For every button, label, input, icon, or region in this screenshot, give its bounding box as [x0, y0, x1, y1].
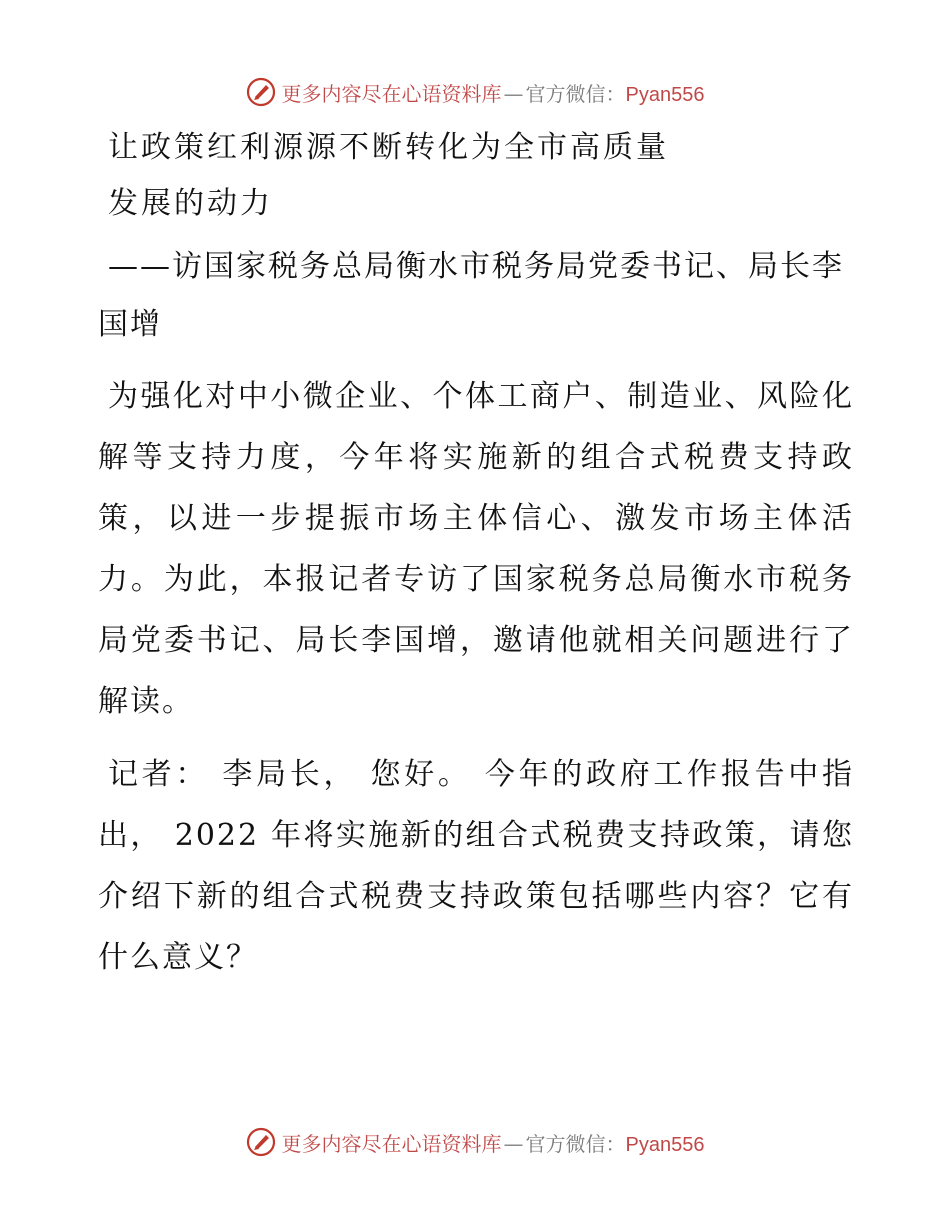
watermark-brand: 更多内容尽在心语资料库 — [281, 1131, 502, 1156]
watermark-brand: 更多内容尽在心语资料库 — [281, 81, 502, 106]
watermark-separator: — — [503, 81, 524, 106]
article-body — [98, 120, 854, 988]
paragraph-question: 记者： 李局长， 您好。 今年的政府工作报告中指出， 2022 年将实施新的组合式税费支持政策，请您介绍下新的组合式税费支持政策包括哪些内容？它有什么意义？ — [98, 757, 854, 975]
brand-logo-icon — [246, 77, 276, 107]
header-watermark — [0, 72, 950, 112]
article-subtitle: ——访国家税务总局衡水市税务局党委书记、局长李国增 — [98, 249, 844, 342]
title-line-2: 发展的动力 — [108, 186, 273, 221]
footer-watermark — [0, 1122, 950, 1162]
watermark-text — [282, 78, 705, 107]
watermark-label: 官方微信： — [525, 81, 626, 106]
watermark-id: Pyan556 — [625, 1133, 705, 1156]
watermark-label: 官方微信： — [525, 1131, 626, 1156]
brand-logo-icon — [246, 1127, 276, 1157]
watermark-id: Pyan556 — [625, 83, 705, 106]
watermark-text — [282, 1128, 705, 1157]
title-line-1: 让政策红利源源不断转化为全市高质量 — [108, 130, 669, 165]
watermark-separator: — — [503, 1131, 524, 1156]
article-title — [98, 120, 854, 232]
paragraph-intro: 为强化对中小微企业、个体工商户、制造业、风险化解等支持力度，今年将实施新的组合式税费支持政策，以进一步提振市场主体信心、激发市场主体活力。为此，本报记者专访了国家税务总局衡水市税务局党委书记、局长李国增，邀请他就相关问题进行了解读。 — [98, 379, 854, 719]
